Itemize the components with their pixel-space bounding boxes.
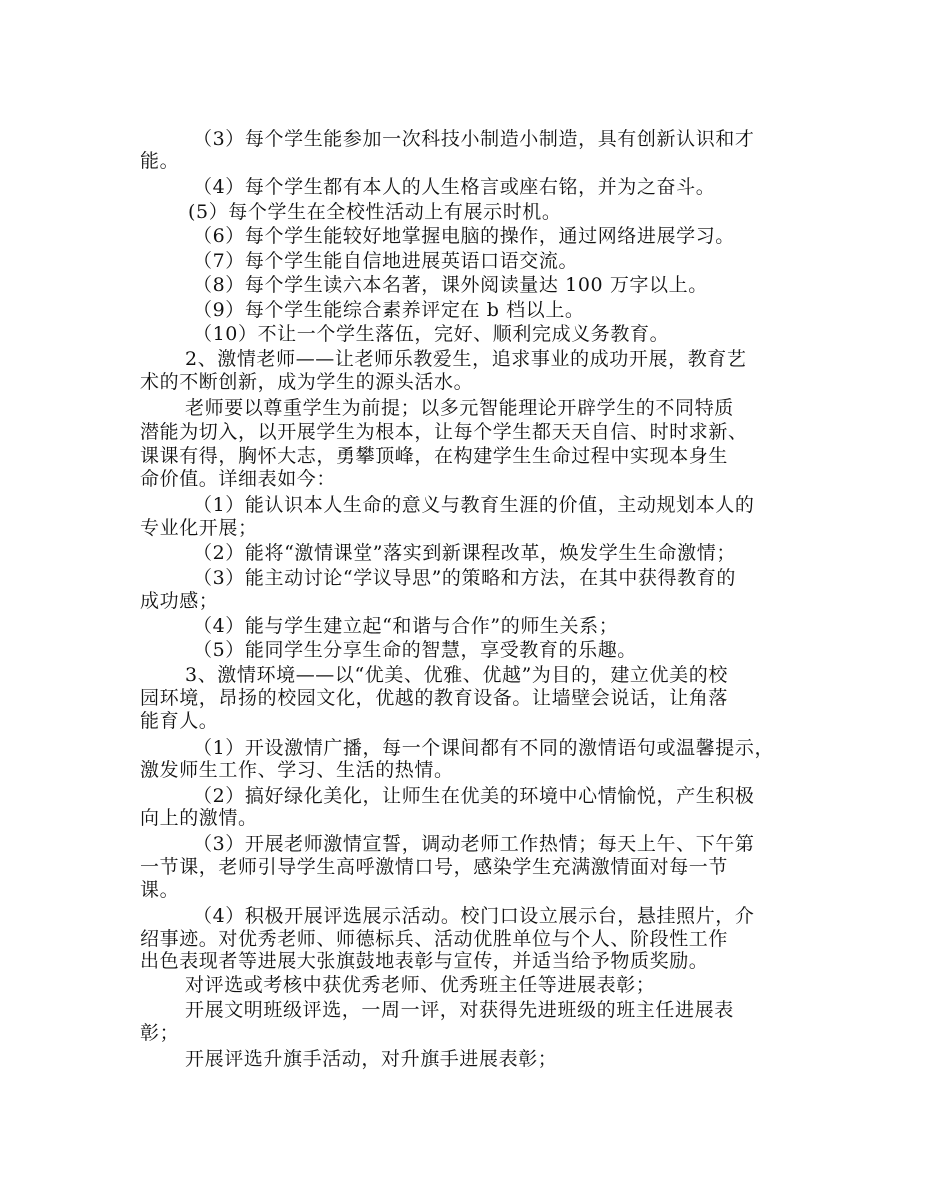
text-line: 出色表现者等进展大张旗鼓地表彰与宣传，并适当给予物质奖励。 xyxy=(140,950,709,972)
text-line: 开展评选升旗手活动，对升旗手进展表彰； xyxy=(185,1048,558,1070)
text-line: 课课有得，胸怀大志，勇攀顶峰，在构建学生生命过程中实现本身生 xyxy=(140,445,729,467)
text-line: 术的不断创新，成为学生的源头活水。 xyxy=(140,371,474,393)
text-line: （7）每个学生能自信地进展英语口语交流。 xyxy=(193,250,579,272)
text-line: （9）每个学生能综合素养评定在 b 档以上。 xyxy=(193,299,585,321)
text-line: （1）开设激情广播，每一个课间都有不同的激情语句或温馨提示， xyxy=(193,737,775,759)
text-line: （3）能主动讨论“学议导思”的策略和方法，在其中获得教育的 xyxy=(193,567,736,589)
text-line: （2）搞好绿化美化，让师生在优美的环境中心情愉悦，产生积极 xyxy=(193,785,755,807)
text-line: 绍事迹。对优秀老师、师德标兵、活动优胜单位与个人、阶段性工作 xyxy=(140,928,729,950)
text-line: （3）每个学生能参加一次科技小制造小制造，具有创新认识和才 xyxy=(193,128,755,150)
text-line: (5）每个学生在全校性活动上有展示时机。 xyxy=(188,201,562,223)
text-line: 园环境，昂扬的校园文化，优越的教育设备。让墙壁会说话，让角落 xyxy=(140,687,729,709)
text-line: 激发师生工作、学习、生活的热情。 xyxy=(140,759,454,781)
text-line: （2）能将“激情课堂”落实到新课程改革，焕发学生生命激情； xyxy=(193,542,736,564)
text-line: 课。 xyxy=(140,879,180,901)
text-line: 3、激情环境——以“优美、优雅、优越”为目的，建立优美的校 xyxy=(185,664,728,686)
text-line: （10）不让一个学生落伍，完好、顺利完成义务教育。 xyxy=(193,323,670,345)
text-line: 彰； xyxy=(140,1022,180,1044)
text-line: （6）每个学生能较好地掌握电脑的操作，通过网络进展学习。 xyxy=(193,225,735,247)
text-line: 开展文明班级评选，一周一评，对获得先进班级的班主任进展表 xyxy=(185,999,734,1021)
text-line: 潜能为切入，以开展学生为根本，让每个学生都天天自信、时时求新、 xyxy=(140,421,748,443)
text-line: 命价值。详细表如今： xyxy=(140,468,337,490)
text-line: 能。 xyxy=(140,150,180,172)
text-line: 对评选或考核中获优秀老师、优秀班主任等进展表彰； xyxy=(185,974,656,996)
text-line: 成功感； xyxy=(140,590,219,612)
text-line: 专业化开展； xyxy=(140,517,258,539)
text-line: 能育人。 xyxy=(140,710,219,732)
text-line: （4）能与学生建立起“和谐与合作”的师生关系； xyxy=(193,615,619,637)
text-line: （8）每个学生读六本名著，课外阅读量达 100 万字以上。 xyxy=(193,274,708,296)
text-line: 2、激情老师——让老师乐教爱生，追求事业的成功开展，教育艺 xyxy=(185,348,747,370)
text-line: 一节课，老师引导学生高呼激情口号，感染学生充满激情面对每一节 xyxy=(140,856,729,878)
text-line: （5）能同学生分享生命的智慧，享受教育的乐趣。 xyxy=(193,639,637,661)
text-line: （3）开展老师激情宣誓，调动老师工作热情；每天上午、下午第 xyxy=(193,833,755,855)
text-line: （1）能认识本人生命的意义与教育生涯的价值，主动规划本人的 xyxy=(193,494,755,516)
text-line: 向上的激情。 xyxy=(140,807,258,829)
text-line: （4）积极开展评选展示活动。校门口设立展示台，悬挂照片，介 xyxy=(193,905,755,927)
text-line: （4）每个学生都有本人的人生格言或座右铭，并为之奋斗。 xyxy=(193,176,716,198)
text-line: 老师要以尊重学生为前提；以多元智能理论开辟学生的不同特质 xyxy=(185,397,734,419)
